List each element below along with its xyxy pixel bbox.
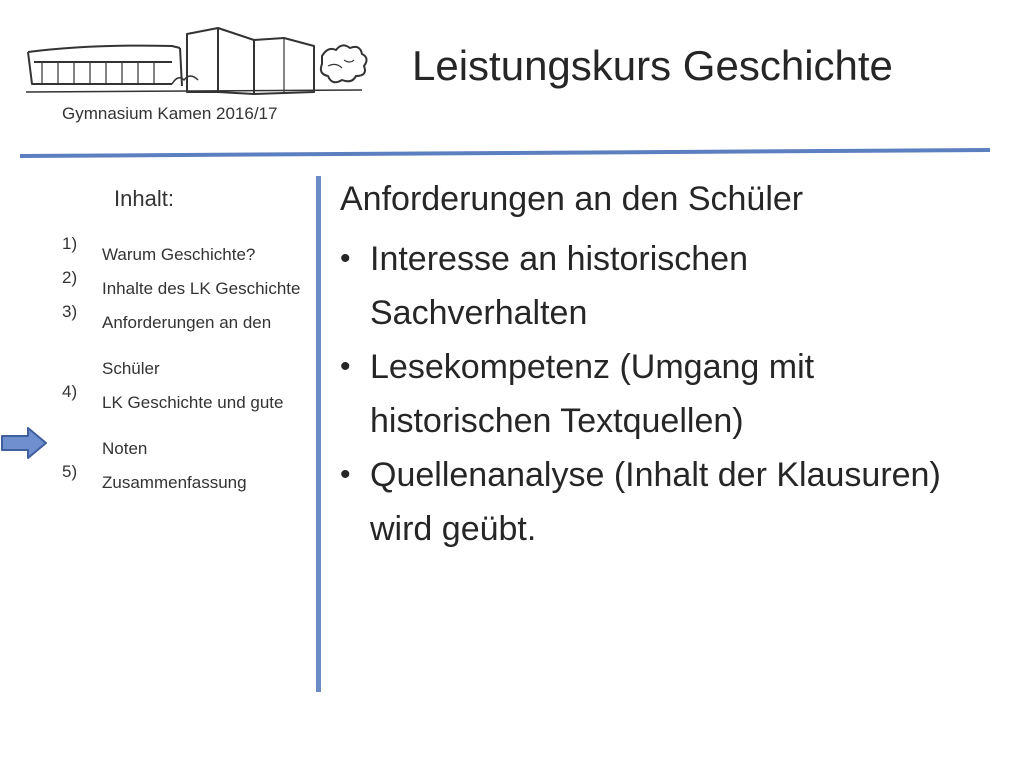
section-heading: Anforderungen an den Schüler xyxy=(340,180,804,218)
toc-item-3[interactable] xyxy=(62,300,312,392)
school-building-logo xyxy=(22,22,382,104)
school-name: Gymnasium Kamen 2016/17 xyxy=(62,104,278,123)
bullet-icon: • xyxy=(340,350,351,383)
toc-item-label: Inhalte des LK Geschichte xyxy=(102,279,301,298)
requirements-list xyxy=(340,232,960,556)
vertical-divider xyxy=(316,176,321,692)
header-divider xyxy=(20,146,990,162)
arrow-right-icon xyxy=(0,426,48,460)
toc-item-label: LK Geschichte und gute Noten xyxy=(102,393,284,458)
bullet-text: Lesekompetenz (Umgang mit historischen Textquellen) xyxy=(370,348,815,440)
bullet-text: Quellenanalyse (Inhalt der Klausuren) wird geübt. xyxy=(370,456,941,548)
bullet-icon: • xyxy=(340,242,351,275)
toc-item-label: Anforderungen an den Schüler xyxy=(102,313,272,378)
toc-item-label: Warum Geschichte? xyxy=(102,245,256,264)
toc-item-4[interactable] xyxy=(62,380,312,472)
table-of-contents xyxy=(62,234,312,506)
list-item xyxy=(340,448,960,556)
toc-heading: Inhalt: xyxy=(114,186,174,211)
bullet-icon: • xyxy=(340,458,351,491)
toc-item-number: 5) xyxy=(62,462,78,481)
toc-item-number: 2) xyxy=(62,268,78,287)
bullet-text: Interesse an historischen Sachverhalten xyxy=(370,240,748,332)
toc-item-number: 4) xyxy=(62,382,78,401)
page-title: Leistungskurs Geschichte xyxy=(412,42,893,89)
toc-item-label: Zusammenfassung xyxy=(102,473,247,492)
list-item xyxy=(340,232,960,340)
toc-item-number: 1) xyxy=(62,234,78,253)
list-item xyxy=(340,340,960,448)
toc-item-5[interactable] xyxy=(62,460,312,506)
toc-item-number: 3) xyxy=(62,302,78,321)
